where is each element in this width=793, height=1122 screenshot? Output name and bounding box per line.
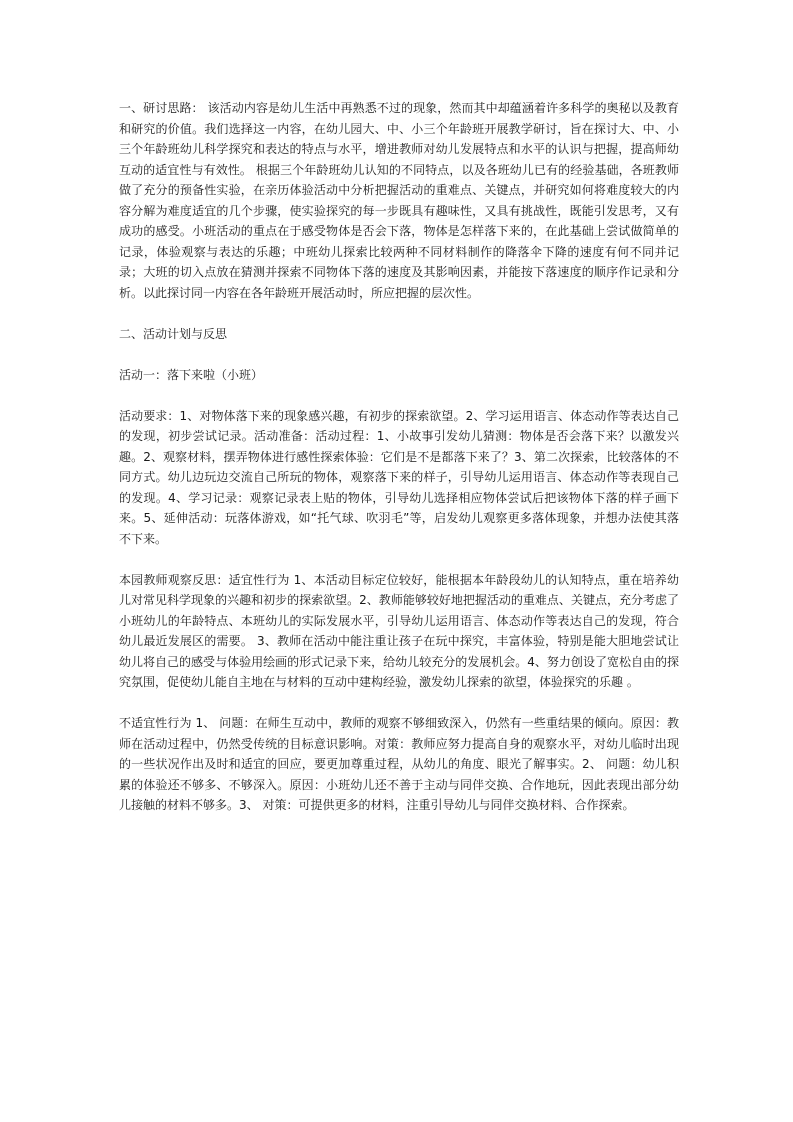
inappropriate-behavior-reflection: 不适宜性行为 1、 问题：在师生互动中，教师的观察不够细致深入，仍然有一些重结果的倾向。原因：教师在活动过程中，仍然受传统的目标意识影响。对策：教师应努力提高自身的观察水平，对幼儿临时出现的一些状况作出及时和适宜的回应，要更加尊重过程，从幼儿的角度、眼光了解事实。2、 问题：幼儿积累的体验还不够多、不够深入。原因：小班幼儿还不善于主动与同伴交换、合作地玩，因此表现出部分幼儿接触的材料不够多。3、 对策：可提供更多的材料，注重引导幼儿与同伴交换材料、合作探索。 bbox=[119, 716, 679, 812]
document-page bbox=[119, 98, 679, 836]
research-approach-paragraph: 一、研讨思路： 该活动内容是幼儿生活中再熟悉不过的现象，然而其中却蕴涵着许多科学的奥秘以及教育和研究的价值。我们选择这一内容，在幼儿园大、中、小三个年龄班开展教学研讨，旨在探讨大、中、小三个年龄班幼儿科学探究和表达的特点与水平，增进教师对幼儿发展特点和水平的认识与把握，提高师幼互动的适宜性与有效性。 根据三个年龄班幼儿认知的不同特点，以及各班幼儿已有的经验基础，各班教师做了充分的预备性实验，在亲历体验活动中分析把握活动的重难点、关键点，并研究如何将难度较大的内容分解为难度适宜的几个步骤，使实验探究的每一步既具有趣味性，又具有挑战性，既能引发思考，又有成功的感受。小班活动的重点在于感受物体是否会下落，物体是怎样落下来的，在此基础上尝试做简单的记录，体验观察与表达的乐趣；中班幼儿探索比较两种不同材料制作的降落伞下降的速度有何不同并记录；大班的切入点放在猜测并探索不同物体下落的速度及其影响因素，并能按下落速度的顺序作记录和分析。以此探讨同一内容在各年龄班开展活动时，所应把握的层次性。 bbox=[119, 101, 679, 300]
appropriate-behavior-reflection: 本园教师观察反思：适宜性行为 1、本活动目标定位较好，能根据本年龄段幼儿的认知特点，重在培养幼儿对常见科学现象的兴趣和初步的探索欲望。2、教师能够较好地把握活动的重难点、关键点，充分考虑了小班幼儿的年龄特点、本班幼儿的实际发展水平，引导幼儿运用语言、体态动作等表达自己的发现，符合幼儿最近发展区的需要。 3、教师在活动中能注重让孩子在玩中探究，丰富体验，特别是能大胆地尝试让幼儿将自己的感受与体验用绘画的形式记录下来，给幼儿较充分的发展机会。4、努力创设了宽松自由的探究氛围，促使幼儿能自主地在与材料的互动中建构经验，激发幼儿探索的欲望，体验探究的乐趣 。 bbox=[119, 572, 679, 689]
activity-one-title: 活动一：落下来啦（小班） bbox=[119, 367, 264, 382]
activity-requirements-paragraph: 活动要求：1、对物体落下来的现象感兴趣，有初步的探索欲望。2、学习运用语言、体态动作等表达自己的发现，初步尝试记录。活动准备：活动过程：1、小故事引发幼儿猜测：物体是否会落下来？以激发兴趣。2、观察材料，摆弄物体进行感性探索体验：它们是不是都落下来了？3、第二次探索，比较落体的不同方式。幼儿边玩边交流自己所玩的物体，观察落下来的样子，引导幼儿运用语言、体态动作等表现自己的发现。4、学习记录：观察记录表上贴的物体，引导幼儿选择相应物体尝试后把该物体下落的样子画下来。5、延伸活动：玩落体游戏，如“托气球、吹羽毛”等，启发幼儿观察更多落体现象，并想办法使其落不下来。 bbox=[119, 408, 679, 546]
activity-plan-heading: 二、活动计划与反思 bbox=[119, 326, 228, 341]
